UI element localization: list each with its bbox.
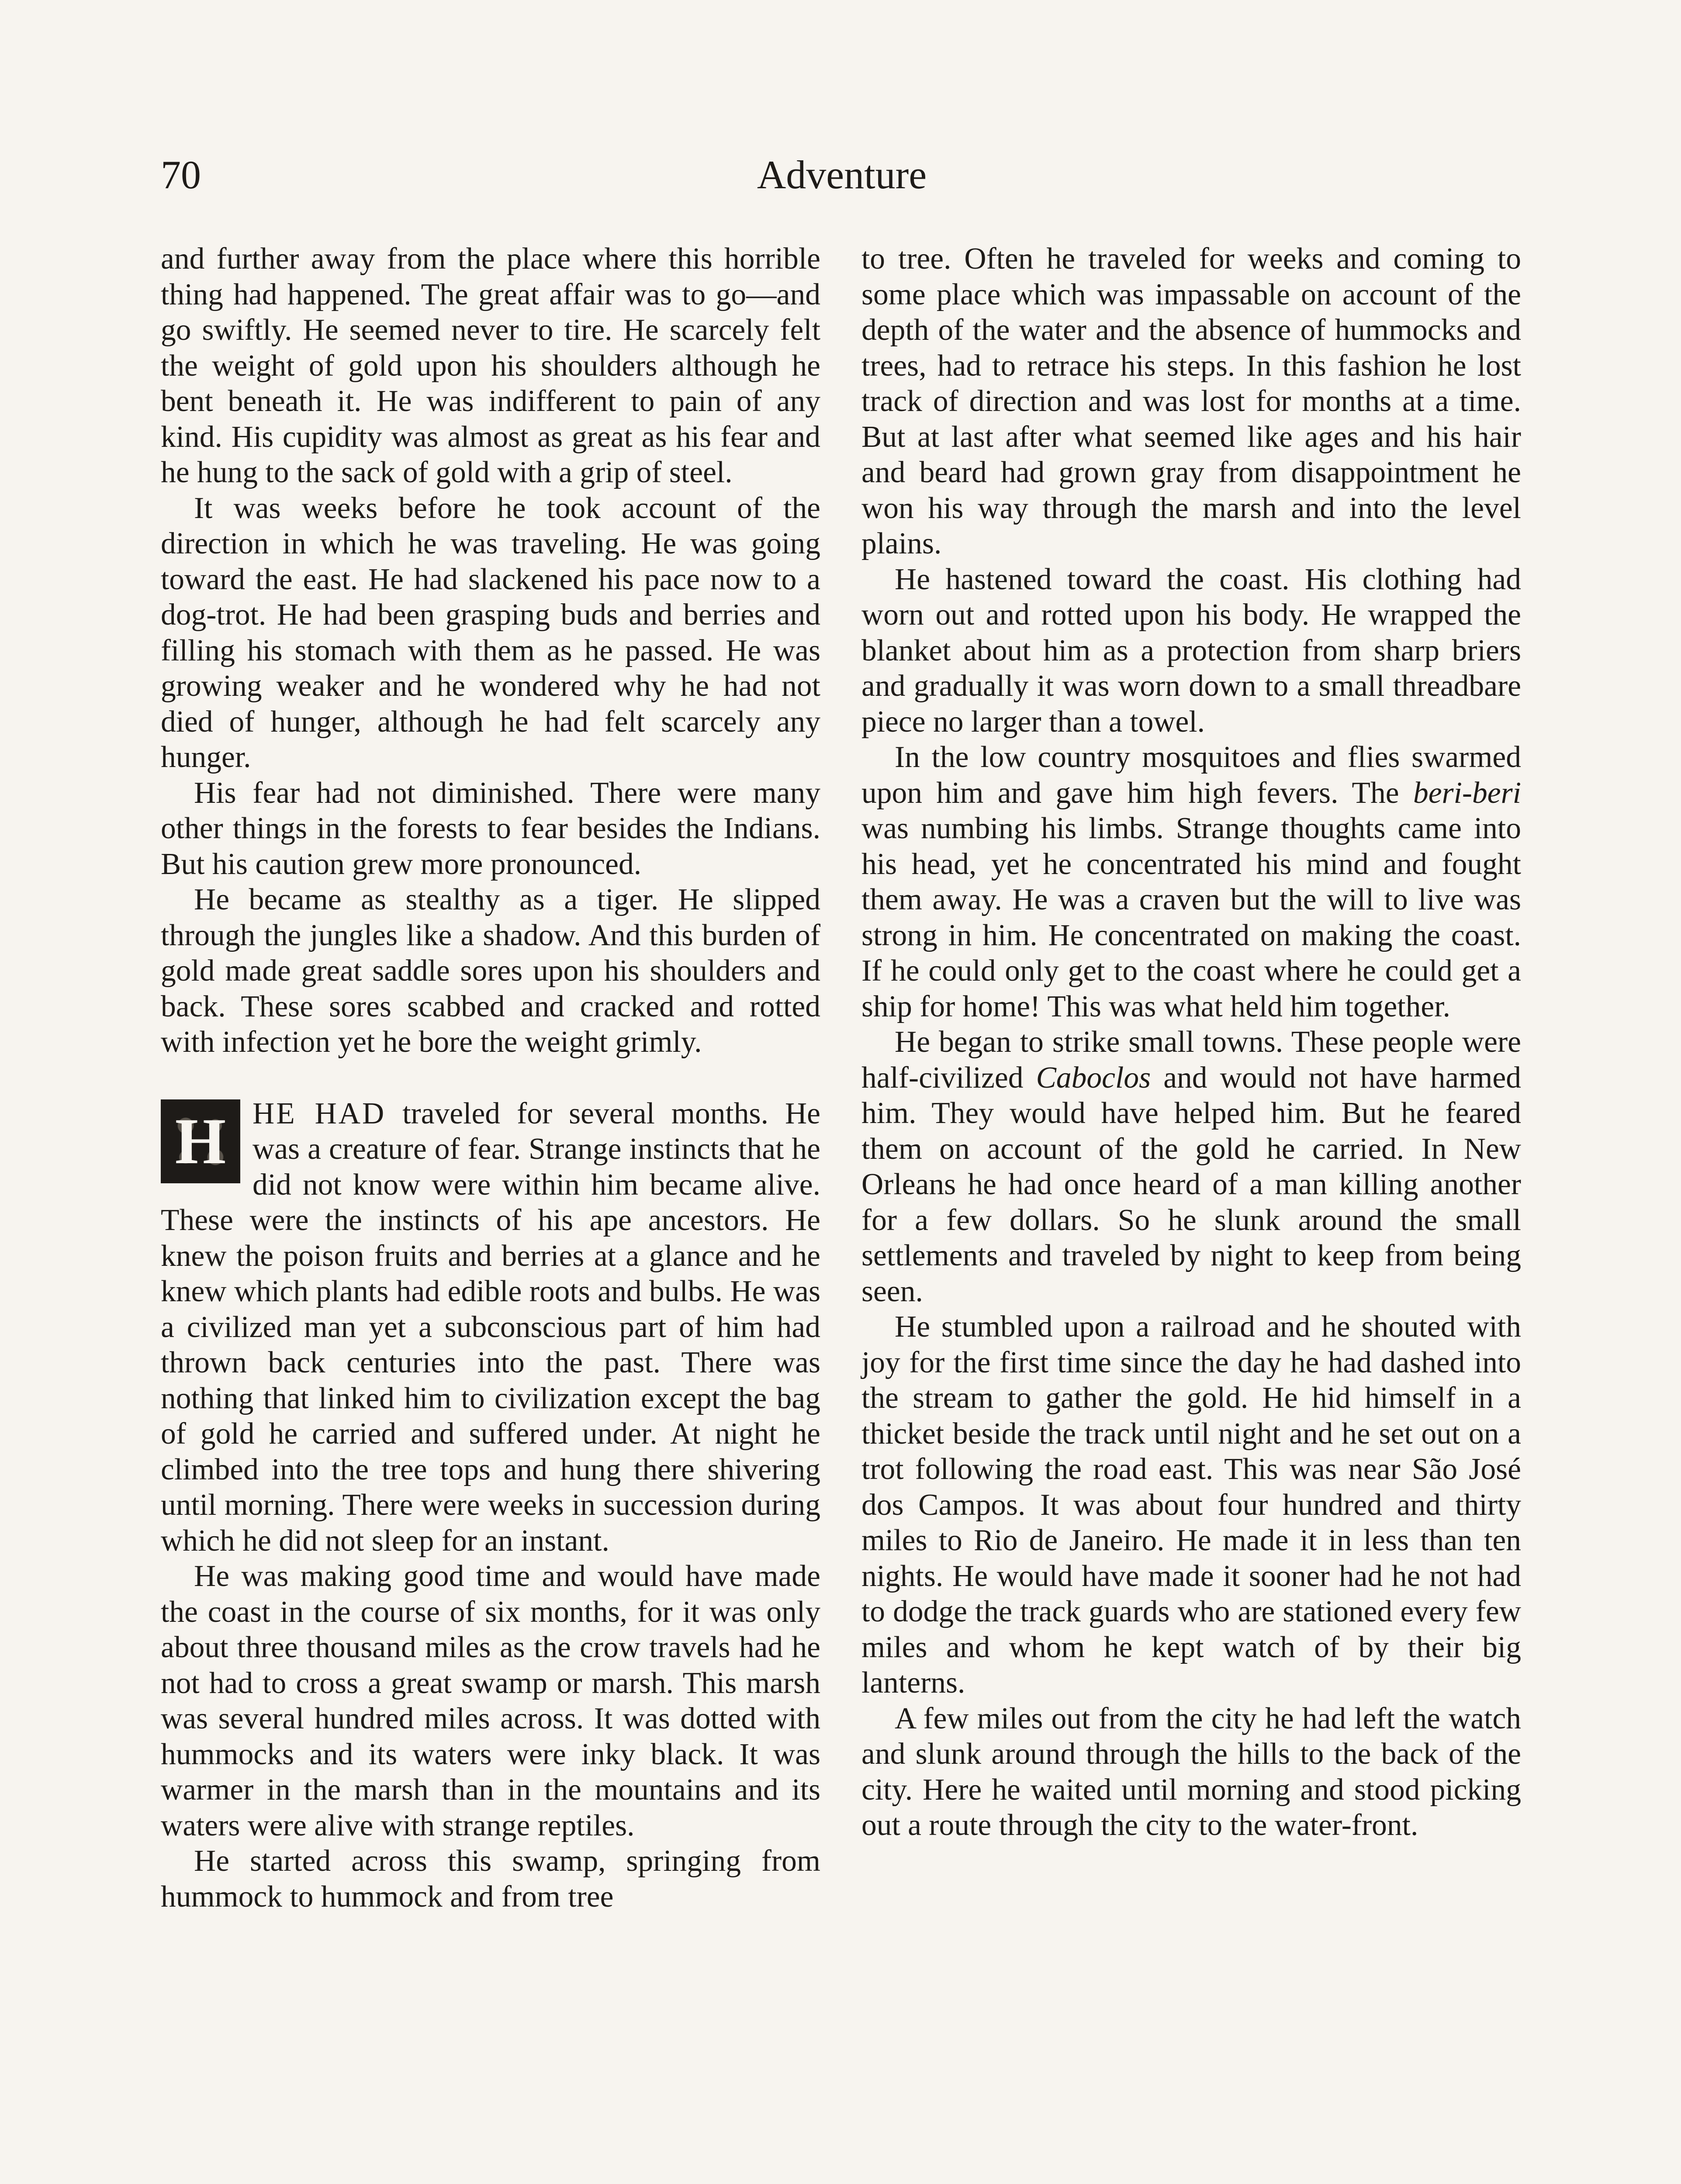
paragraph: He stumbled upon a railroad and he shouted with joy for the first time since the day he had dashed into the stream to gather the gold. He hid himself in a thicket beside the track until night and he set out on a trot following the road east. This was near São José dos Campos. It was about four hundred and thirty miles to Rio de Janeiro. He made it in less than ten nights. He would have made it sooner had he not had to dodge the track guards who are stationed every few miles and whom he kept watch of by their big lanterns. — [861, 1310, 1521, 1700]
lead-in-words: HE HAD — [252, 1096, 386, 1130]
paragraph: He was making good time and would have made the coast in the course of six months, for it was only about three thousand miles as the crow travels had he not had to cross a great swamp or marsh. This marsh was several hundred miles across. It was dotted with hummocks and its waters were inky black. It was warmer in the marsh than in the mountains and its waters were alive with strange reptiles. — [161, 1559, 820, 1842]
paragraph — [861, 740, 1521, 1024]
italic-term: beri-beri — [1413, 776, 1522, 810]
paragraph-text: He began to strike small towns. These people were half-civilized — [861, 1025, 1521, 1095]
paragraph-with-drop-cap — [161, 1096, 820, 1559]
paragraph: He started across this swamp, springing from hummock to hummock and from tree — [161, 1844, 820, 1914]
paragraph-text: In the low country mosquitoes and flies swarmed upon him and gave him high fevers. The — [861, 740, 1521, 810]
paragraph-text: was numbing his limbs. Strange thoughts came into his head, yet he concentrated his mind and fought them away. He was a craven but the will to live was strong in him. He concentrated on making the coast. If he could only get to the coast where he could get a ship for home! This was what held him together. — [861, 812, 1521, 1023]
paragraph-text: and would not have harmed him. They would have helped him. But he feared them on account of the gold he carried. In New Orleans he had once heard of a man killing another for a few dollars. So he slunk around the small settlements and traveled by night to keep from being seen. — [861, 1061, 1522, 1308]
paragraph — [861, 1024, 1521, 1309]
page-header — [161, 151, 1523, 203]
right-column — [861, 241, 1521, 1843]
left-column — [161, 241, 820, 1914]
paragraph: His fear had not diminished. There were many other things in the forests to fear besides the Indians. But his caution grew more pronounced. — [161, 776, 820, 881]
paragraph: It was weeks before he took account of the direction in which he was traveling. He was going toward the east. He had slackened his pace now to a dog-trot. He had been grasping buds and berries and filling his stomach with them as he passed. He was growing weaker and he wondered why he had not died of hunger, although he had felt scarcely any hunger. — [161, 491, 820, 774]
section-break — [161, 1060, 820, 1096]
paragraph: He became as stealthy as a tiger. He slipped through the jungles like a shadow. And this burden of gold made great saddle sores upon his shoulders and back. These sores scabbed and cracked and rotted with infection yet he bore the weight grimly. — [161, 883, 820, 1059]
paragraph: A few miles out from the city he had left the watch and slunk around through the hills to the back of the city. Here he waited until morning and stood picking out a route through the city to the water-front. — [861, 1701, 1521, 1842]
page-number: 70 — [161, 152, 201, 197]
paragraph: and further away from the place where this horrible thing had happened. The great affair was to go—and go swiftly. He seemed never to tire. He scarcely felt the weight of gold upon his shoulders although he bent beneath it. He was indifferent to pain of any kind. His cupidity was almost as great as his fear and he hung to the sack of gold with a grip of steel. — [161, 242, 820, 489]
ornamental-drop-cap: H — [161, 1099, 240, 1183]
italic-term: Caboclos — [1036, 1061, 1151, 1095]
paragraph: He hastened toward the coast. His clothing had worn out and rotted upon his body. He wrapped the blanket about him as a protection from sharp briers and gradually it was worn down to a small threadbare piece no larger than a towel. — [861, 562, 1521, 739]
paragraph-text: traveled for several months. He was a creature of fear. Strange instincts that he did not know were within him became alive. These were the instincts of his ape ancestors. He knew the poison fruits and berries at a glance and he knew which plants had edible roots and bulbs. He was a civilized man yet a subconscious part of him had thrown back centuries into the past. There was nothing that linked him to civilization except the bag of gold he carried and suffered under. At night he climbed into the tree tops and hung there shivering until morning. There were weeks in succession during which he did not sleep for an instant. — [161, 1096, 821, 1558]
running-title: Adventure — [757, 152, 927, 197]
paragraph: to tree. Often he traveled for weeks and coming to some place which was impassable on account of the depth of the water and the absence of hummocks and trees, had to retrace his steps. In this fashion he lost track of direction and was lost for months at a time. But at last after what seemed like ages and his hair and beard had grown gray from disappointment he won his way through the marsh and into the level plains. — [861, 242, 1521, 560]
